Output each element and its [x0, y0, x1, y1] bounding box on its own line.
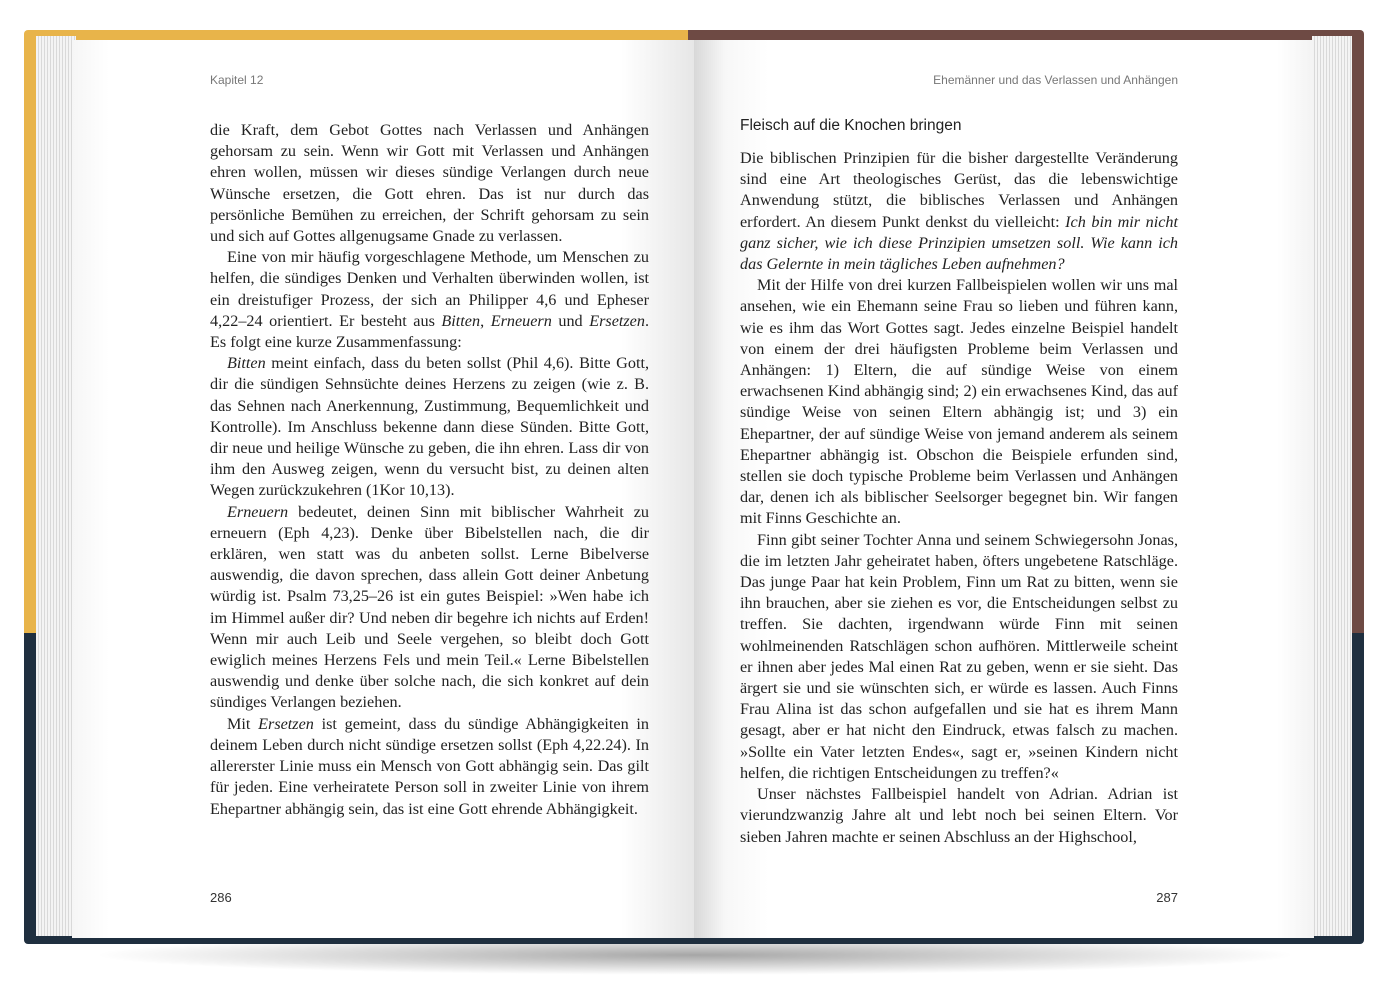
paragraph: Unser nächstes Fallbeispiel handelt von Adrian. Adrian ist vierundzwanzig Jahre alt und lebt noch bei seinen Eltern. Vor sieben Jahren machte er seinen Abschluss an der Highschool, — [740, 785, 1178, 846]
page-number-right: 287 — [1156, 890, 1178, 905]
running-head-right: Ehemänner und das Verlassen und Anhängen — [933, 73, 1178, 87]
paragraph: Die biblischen Prinzipien für die bisher dargestellte Veränderung sind eine Art theologisches Gerüst, das die lebenswichtige Anwendung stützt, die biblisches Verlassen und Anhängen erfordert. An diesem Punkt denkst du vielleicht: Ich bin mir nicht ganz sicher, wie ich diese Prinzipien umsetzen soll. Wie kann ich das Gelernte in mein tägliches Leben aufnehmen? — [740, 149, 1178, 274]
right-page — [694, 40, 1314, 938]
paragraph: Bitten meint einfach, dass du beten sollst (Phil 4,6). Bitte Gott, dir die sündigen Sehnsüchte deines Herzens zu zeigen (wie z. B. das Sehnen nach Anerkennung, Zustimmung, Bequemlichkeit und Kontrolle). Im Anschluss bekenne dann diese Sünden. Bitte Gott, dir neue und heilige Wünsche zu geben, die ihn ehren. Lass dir von ihm den Ausweg zeigen, wenn du versucht bist, zu deinen alten Wegen zurückzukehren (1Kor 10,13). — [210, 354, 649, 500]
paragraph: Mit der Hilfe von drei kurzen Fallbeispielen wollen wir uns mal ansehen, wie ein Ehemann seine Frau so lieben und führen kann, wie es ihm das Wort Gottes sagt. Jedes einzelne Beispiel handelt von einem der drei häufigsten Probleme beim Verlassen und Anhängen: 1) Eltern, die auf sündige Weise von einem erwachsenen Kind abhängig sind; 2) ein erwachsenes Kind, das auf sündige Weise von seinen Eltern abhängig ist; und 3) ein Ehepartner, der auf sündige Weise von jemand anderem als seinem Ehepartner abhängig ist. Obschon die Beispiele erfunden sind, stellen sie doch typische Probleme beim Verlassen und Anhängen dar, denen ich als biblischer Seelsorger begegnet bin. Wir fangen mit Finns Geschichte an. — [740, 276, 1178, 528]
paragraph: Eine von mir häufig vorgeschlagene Methode, um Menschen zu helfen, die sündiges Denken und Verhalten überwinden wollen, ist ein dreistufiger Prozess, der sich an Philipper 4,6 und Epheser 4,22–24 orientiert. Er besteht aus Bitten, Erneuern und Ersetzen. Es folgt eine kurze Zusammenfassung: — [210, 248, 649, 352]
paragraph: Finn gibt seiner Tochter Anna und seinem Schwiegersohn Jonas, die im letzten Jahr geheiratet haben, öfters ungebetene Ratschläge. Das junge Paar hat kein Problem, Finn um Rat zu bitten, wenn sie ihn brauchen, aber sie ziehen es vor, die Entscheidungen selbst zu treffen. Sie dachten, irgendwann würde Finn mit seinen wohlmeinenden Ratschlägen schon aufhören. Mittlerweile scheint er ihnen aber jedes Mal einen Rat zu geben, wenn er sie sieht. Das ärgert sie und sie wünschten sich, er würde es lassen. Auch Finns Frau Alina ist das schon aufgefallen und sie hat es ihrem Mann gesagt, aber er hat nicht den Eindruck, etwas falsch zu machen. »Sollte ein Vater letzten Endes«, sagt er, »seinen Kindern nicht helfen, die richtigen Entscheidungen zu treffen?« — [740, 530, 1178, 782]
paragraph: Mit Ersetzen ist gemeint, dass du sündige Abhängigkeiten in deinem Leben durch nicht sündige ersetzen sollst (Eph 4,22.24). In allererster Linie muss ein Mensch von Gott abhängig sein. Das gilt für jeden. Eine verheiratete Person soll in zweiter Linie von ihrem Ehepartner abhängig sein, das ist eine Gott ehrende Abhängigkeit. — [210, 714, 649, 818]
page-stack-right — [1312, 36, 1352, 936]
section-heading: Fleisch auf die Knochen bringen — [740, 117, 962, 134]
paragraph: Erneuern bedeutet, deinen Sinn mit biblischer Wahrheit zu erneuern (Eph 4,23). Denke über Bibelstellen nach, die dir erklären, wen statt was du anbeten sollst. Lerne Bibelverse auswendig, die davon sprechen, dass allein Gott deiner Anbetung würdig ist. Psalm 73,25–26 ist ein gutes Beispiel: »Wen habe ich im Himmel außer dir? Und neben dir begehre ich nichts auf Erden! Wenn mir auch Leib und Seele vergehen, so bleibt doch Gott ewiglich meines Herzens Fels und mein Teil.« Lerne Bibelstellen auswendig und denke über solche nach, die sich konkret auf dein sündiges Verlangen beziehen. — [210, 502, 649, 712]
running-head-left: Kapitel 12 — [210, 73, 264, 87]
paragraph: die Kraft, dem Gebot Gottes nach Verlassen und Anhängen gehorsam zu sein. Wenn wir Gott mit Verlassen und Anhängen ehren wollen, müssen wir dieses sündige Verlangen durch neue Wünsche ersetzen, die Gott ehren. Das ist nur durch das persönliche Bemühen zu erreichen, der Schrift gehorsam zu sein und sich auf Gottes allgenugsame Gnade zu verlassen. — [210, 121, 649, 246]
page-stack-left — [36, 36, 76, 936]
left-page-body — [210, 120, 649, 820]
left-page — [72, 40, 696, 938]
right-page-body — [740, 148, 1178, 848]
page-number-left: 286 — [210, 890, 232, 905]
